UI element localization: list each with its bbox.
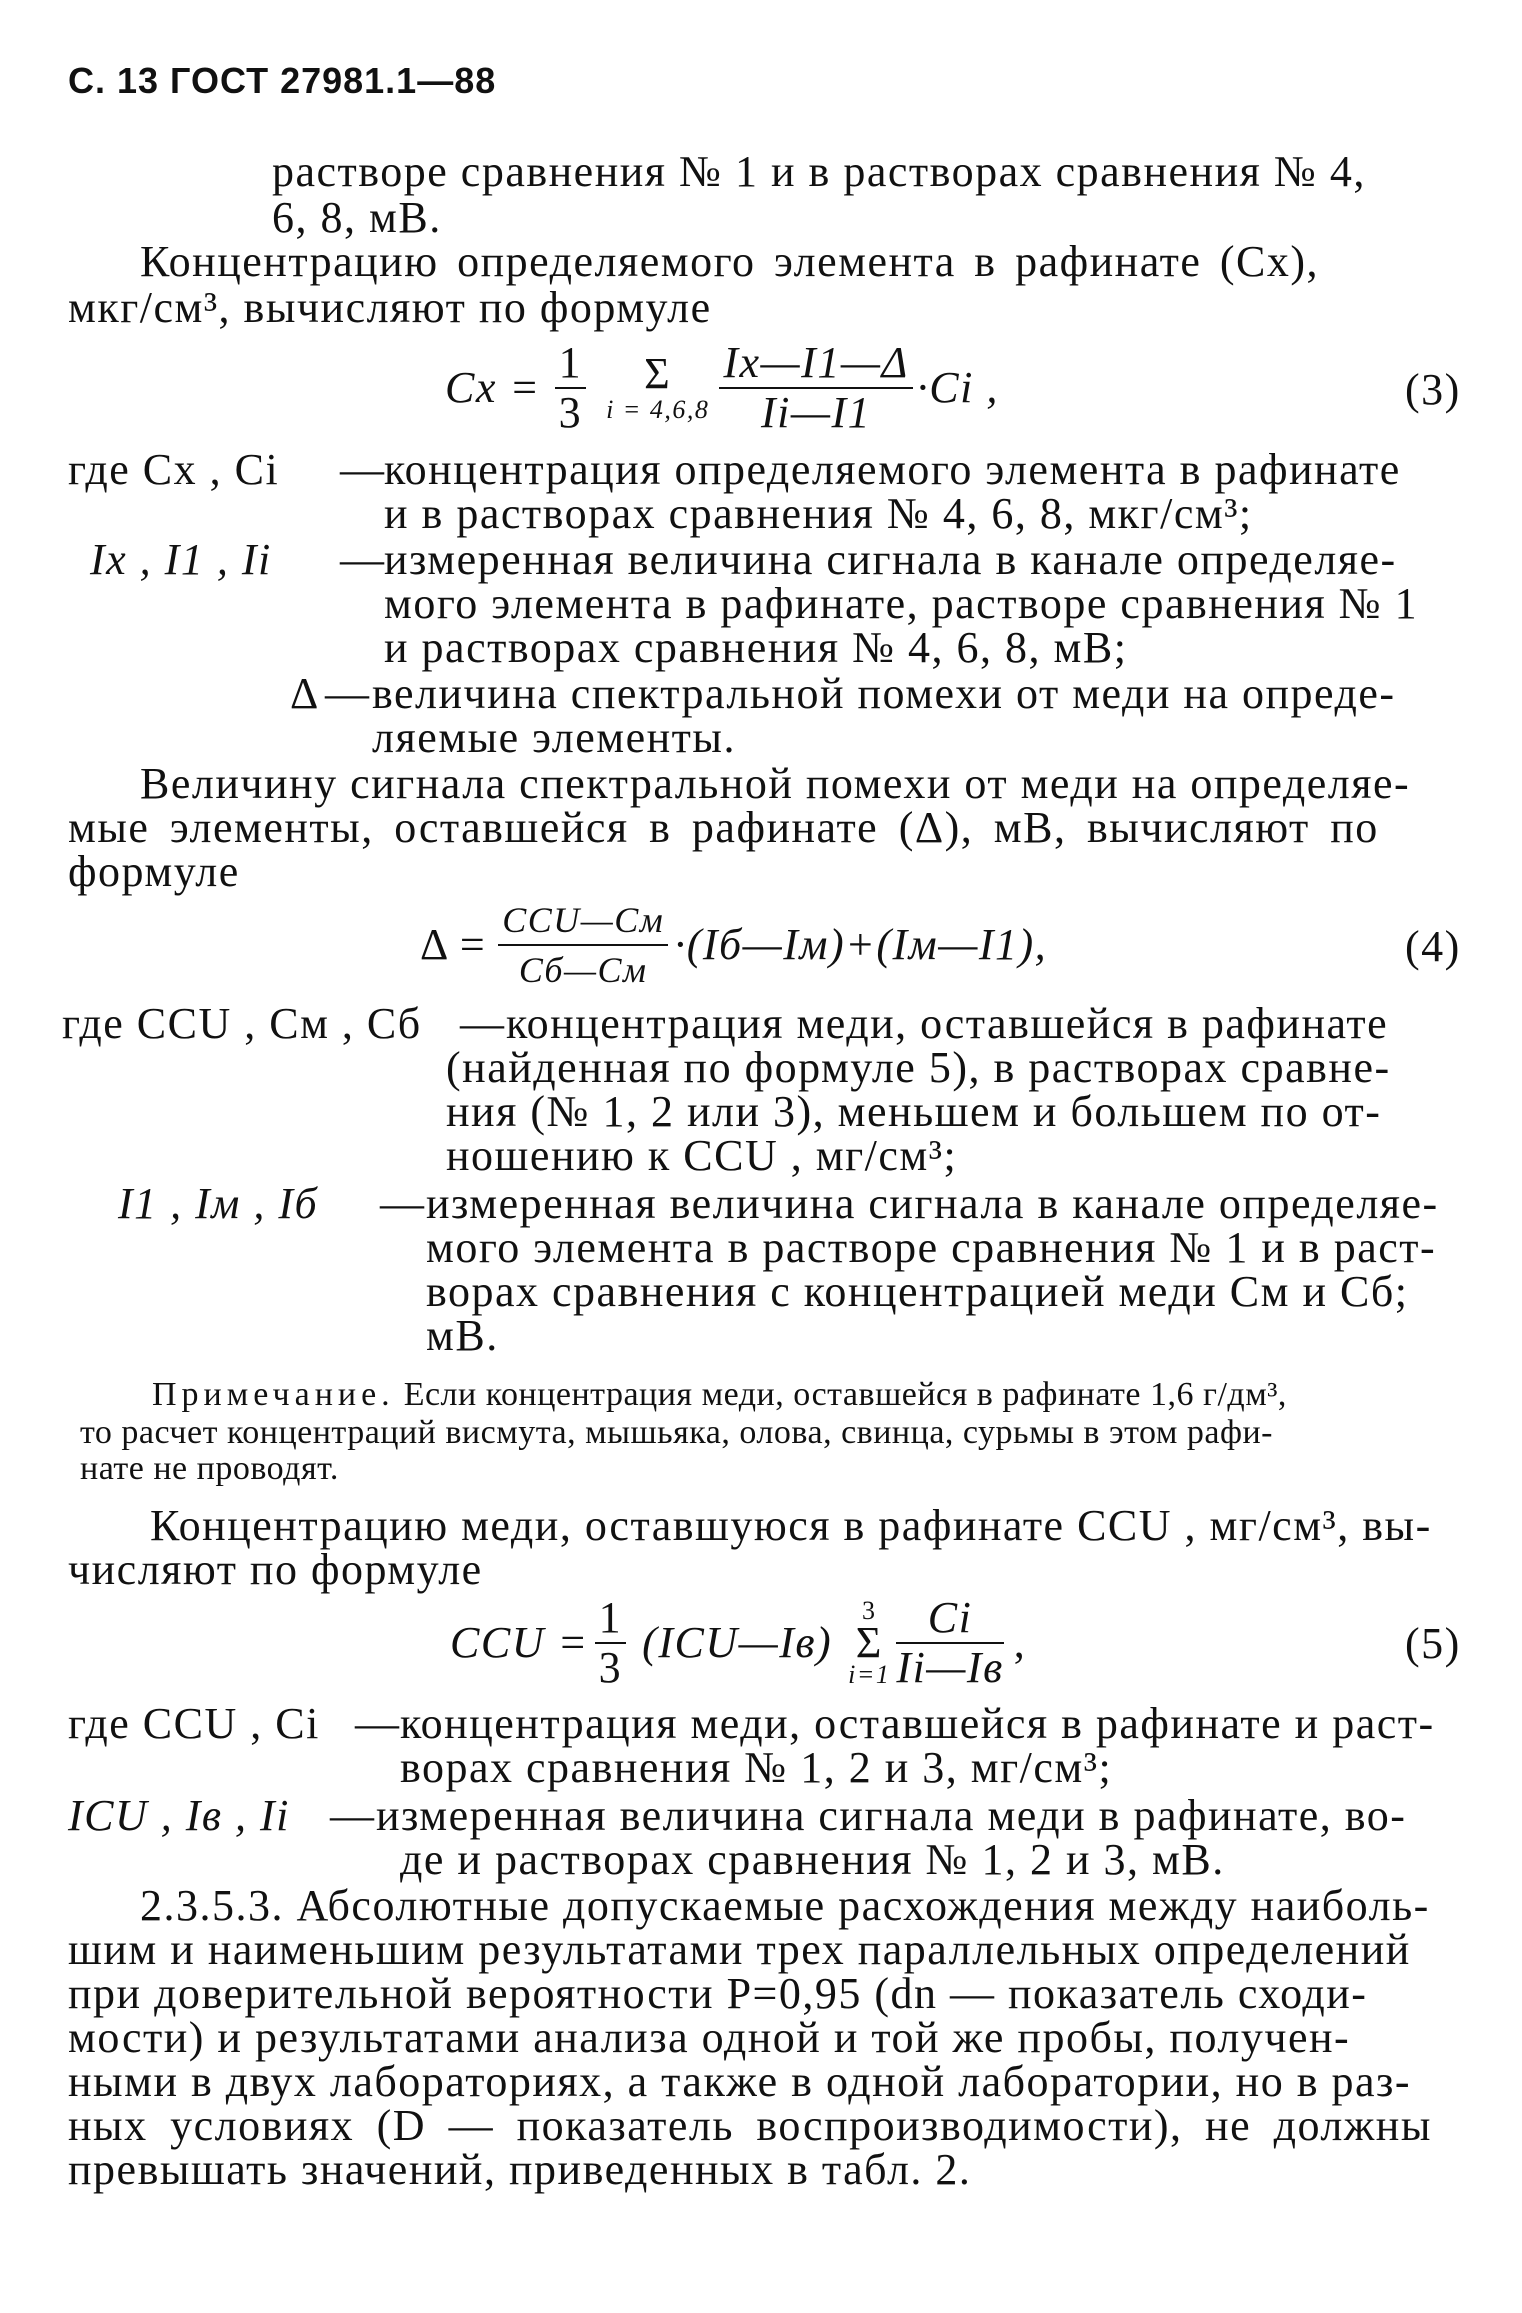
definition-term: где CCU , Ci xyxy=(68,1699,320,1748)
note-line: нате не проводят. xyxy=(80,1450,339,1487)
formula-3 xyxy=(445,338,999,438)
formula-5-denominator: Ii—Iв xyxy=(896,1643,1004,1692)
formula-3-coef-den: 3 xyxy=(558,388,583,437)
note-first-line xyxy=(152,1378,1287,1412)
paragraph-line: числяют по формуле xyxy=(68,1545,483,1594)
formula-3-number: (3) xyxy=(1405,365,1461,414)
paragraph-line: Концентрацию определяемого элемента в рафинате (Cx), xyxy=(140,237,1320,286)
formula-4 xyxy=(420,895,1047,995)
definition-line: концентрация определяемого элемента в рафинате xyxy=(384,445,1401,494)
formula-4-fraction xyxy=(498,898,668,992)
paragraph-line: растворе сравнения № 1 и в растворах сравнения № 4, xyxy=(272,147,1366,196)
sum-sign: Σ xyxy=(855,1618,883,1667)
formula-3-sum xyxy=(606,349,710,424)
definition-term: ICU , Iв , Ii xyxy=(68,1791,290,1840)
formula-3-fraction xyxy=(719,338,912,437)
formula-5-sum-top: 3 xyxy=(862,1596,877,1625)
formula-5-tail: , xyxy=(1013,1618,1027,1667)
definition-line: измеренная величина сигнала в канале определяе- xyxy=(384,535,1397,584)
definition-line: ворах сравнения № 1, 2 и 3, мг/см³; xyxy=(400,1743,1113,1792)
paragraph-line: шим и наименьшим результатами трех параллельных определений xyxy=(68,1925,1411,1974)
definition-line: мВ. xyxy=(426,1311,499,1360)
formula-5-number: (5) xyxy=(1405,1619,1461,1668)
formula-4-number: (4) xyxy=(1405,922,1461,971)
definition-line: концентрация меди, оставшейся в рафинате и раст- xyxy=(400,1699,1435,1748)
paragraph-line: Величину сигнала спектральной помехи от меди на определяе- xyxy=(140,759,1411,808)
definition-line: концентрация меди, оставшейся в рафинате xyxy=(506,999,1389,1048)
definition-dash: — xyxy=(380,1179,426,1228)
formula-5-sum-bottom: i=1 xyxy=(848,1660,891,1689)
definition-term: Δ xyxy=(290,669,320,718)
definition-line: ния (№ 1, 2 или 3), меньшем и большем по от- xyxy=(446,1087,1382,1136)
definition-dash: — xyxy=(460,999,506,1048)
formula-5-numerator: Ci xyxy=(896,1596,1003,1644)
paragraph-line: мкг/см³, вычисляют по формуле xyxy=(68,283,712,332)
definition-term: I1 , Iм , Iб xyxy=(118,1179,319,1228)
paragraph-line: 2.3.5.3. Абсолютные допускаемые расхождения между наиболь- xyxy=(140,1881,1430,1930)
definition-term: где Cx , Ci xyxy=(68,445,280,494)
formula-5-fraction xyxy=(896,1593,1004,1692)
definition-term: Ix , I1 , Ii xyxy=(90,535,272,584)
paragraph-line: Концентрацию меди, оставшуюся в рафинате CCU , мг/см³, вы- xyxy=(150,1501,1432,1550)
paragraph-line: мые элементы, оставшейся в рафинате (Δ), мВ, вычисляют по xyxy=(68,803,1379,852)
definition-line: мого элемента в рафинате, растворе сравнения № 1 xyxy=(384,579,1419,628)
paragraph-line: ными в двух лабораториях, а также в одной лаборатории, но в раз- xyxy=(68,2057,1412,2106)
paragraph-line: ных условиях (D — показатель воспроизводимости), не должны xyxy=(68,2101,1432,2150)
note-text: Если концентрация меди, оставшейся в рафинате 1,6 г/дм³, xyxy=(403,1376,1287,1413)
definition-line: измеренная величина сигнала в канале определяе- xyxy=(426,1179,1439,1228)
formula-3-coefficient xyxy=(555,338,587,437)
formula-5-lhs: CCU = xyxy=(450,1618,589,1667)
definition-line: ворах сравнения с концентрацией меди Cм и Cб; xyxy=(426,1267,1409,1316)
formula-3-tail: ·Ci , xyxy=(916,363,999,412)
definition-dash: — xyxy=(355,1699,401,1748)
definition-dash: — xyxy=(340,535,386,584)
formula-4-tail: ·(Iб—Iм)+(Iм—I1), xyxy=(674,920,1048,969)
definition-line: измеренная величина сигнала меди в рафинате, во- xyxy=(376,1791,1407,1840)
paragraph-line: 6, 8, мВ. xyxy=(272,193,442,242)
paragraph-line: формуле xyxy=(68,847,240,896)
formula-3-numerator: Ix—I1—Δ xyxy=(719,341,912,389)
definition-line: (найденная по формуле 5), в растворах сравне- xyxy=(446,1043,1391,1092)
formula-5-middle: (ICU—Iв) xyxy=(642,1618,833,1667)
formula-5 xyxy=(450,1588,1026,1698)
formula-5-sum xyxy=(848,1597,890,1689)
formula-3-denominator: Ii—I1 xyxy=(760,388,872,437)
definition-line: величина спектральной помехи от меди на опреде- xyxy=(372,669,1396,718)
note-label: Примечание. xyxy=(152,1376,395,1413)
definition-line: и в растворах сравнения № 4, 6, 8, мкг/см³; xyxy=(384,489,1253,538)
definition-dash: — xyxy=(325,669,371,718)
formula-3-lhs: Cx = xyxy=(445,363,541,412)
sum-sign: Σ xyxy=(644,349,672,398)
definition-term: где CCU , Cм , Cб xyxy=(62,999,422,1048)
definition-line: ляемые элементы. xyxy=(372,713,736,762)
formula-5-coef-den: 3 xyxy=(598,1643,623,1692)
formula-4-lhs: Δ = xyxy=(420,920,487,969)
definition-line: ношению к CCU , мг/см³; xyxy=(446,1131,958,1180)
formula-3-sum-index: i = 4,6,8 xyxy=(606,395,710,424)
paragraph-line: мости) и результатами анализа одной и той же пробы, получен- xyxy=(68,2013,1351,2062)
formula-5-coef-num: 1 xyxy=(595,1596,627,1644)
paragraph-line: при доверительной вероятности P=0,95 (dn — показатель сходи- xyxy=(68,1969,1368,2018)
formula-5-coefficient xyxy=(595,1593,627,1692)
page-header: С. 13 ГОСТ 27981.1—88 xyxy=(68,60,497,101)
paragraph-line: превышать значений, приведенных в табл. 2. xyxy=(68,2145,972,2194)
formula-4-denominator: Cб—Cм xyxy=(518,950,648,990)
definition-line: мого элемента в растворе сравнения № 1 и в раст- xyxy=(426,1223,1437,1272)
formula-3-coef-num: 1 xyxy=(555,341,587,389)
definition-line: и растворах сравнения № 4, 6, 8, мВ; xyxy=(384,623,1128,672)
note-line: то расчет концентраций висмута, мышьяка, олова, свинца, сурьмы в этом рафи- xyxy=(80,1414,1273,1451)
definition-line: де и растворах сравнения № 1, 2 и 3, мВ. xyxy=(400,1835,1225,1884)
formula-4-numerator: CCU—Cм xyxy=(498,898,668,946)
definition-dash: — xyxy=(330,1791,376,1840)
definition-dash: — xyxy=(340,445,386,494)
